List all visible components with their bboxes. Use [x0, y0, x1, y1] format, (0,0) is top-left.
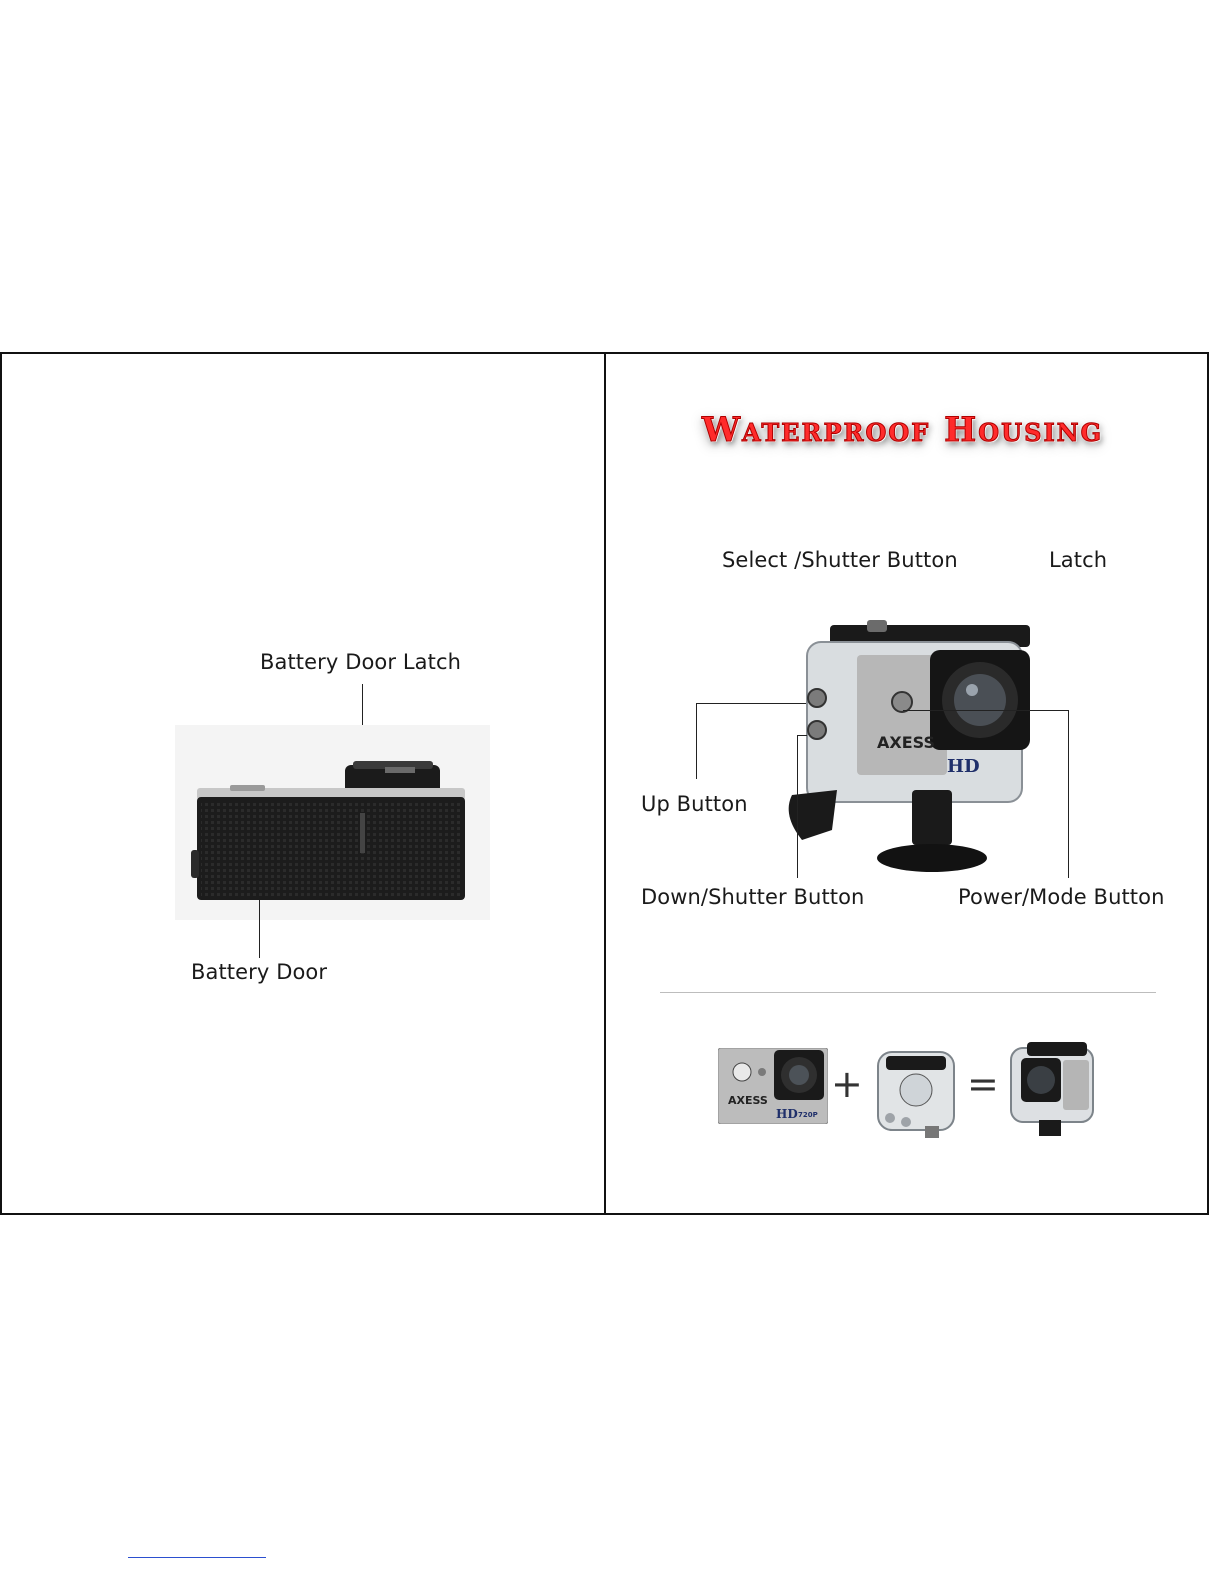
camera-in-housing-result-image — [1005, 1038, 1100, 1142]
battery-door-latch-label: Battery Door Latch — [260, 650, 462, 674]
down-shutter-button-label: Down/Shutter Button — [641, 885, 865, 909]
down-leader-vertical — [797, 735, 798, 878]
power-leader-vertical — [1068, 710, 1069, 878]
camera-hd-text: HD — [776, 1107, 798, 1121]
down-leader-horizontal — [797, 735, 807, 736]
housing-hd-text: HD — [947, 756, 980, 777]
camera-brand-text: AXESS — [728, 1094, 768, 1107]
power-leader-horizontal — [903, 710, 1068, 711]
waterproof-housing-title: Waterproof Housing — [701, 410, 1104, 450]
up-leader-vertical — [696, 703, 697, 779]
camera-in-housing-image — [762, 580, 1082, 880]
equals-sign: = — [967, 1062, 999, 1106]
plus-sign: + — [831, 1062, 863, 1106]
empty-housing-image — [870, 1046, 962, 1142]
housing-brand-text: AXESS — [877, 733, 935, 752]
battery-door-leader-line — [259, 900, 260, 958]
power-mode-button-label: Power/Mode Button — [958, 885, 1165, 909]
camera-resolution-text: 720P — [798, 1111, 818, 1119]
up-button-label: Up Button — [641, 792, 748, 816]
latch-label: Latch — [1049, 548, 1108, 572]
camera-side-view-image — [175, 725, 490, 920]
select-shutter-button-label: Select /Shutter Button — [722, 548, 958, 572]
panel-divider — [604, 352, 606, 1215]
footer-link-underline[interactable] — [128, 1557, 266, 1558]
up-leader-horizontal — [696, 703, 806, 704]
section-separator — [660, 992, 1156, 993]
camera-front-image — [718, 1048, 828, 1124]
battery-door-label: Battery Door — [191, 960, 328, 984]
